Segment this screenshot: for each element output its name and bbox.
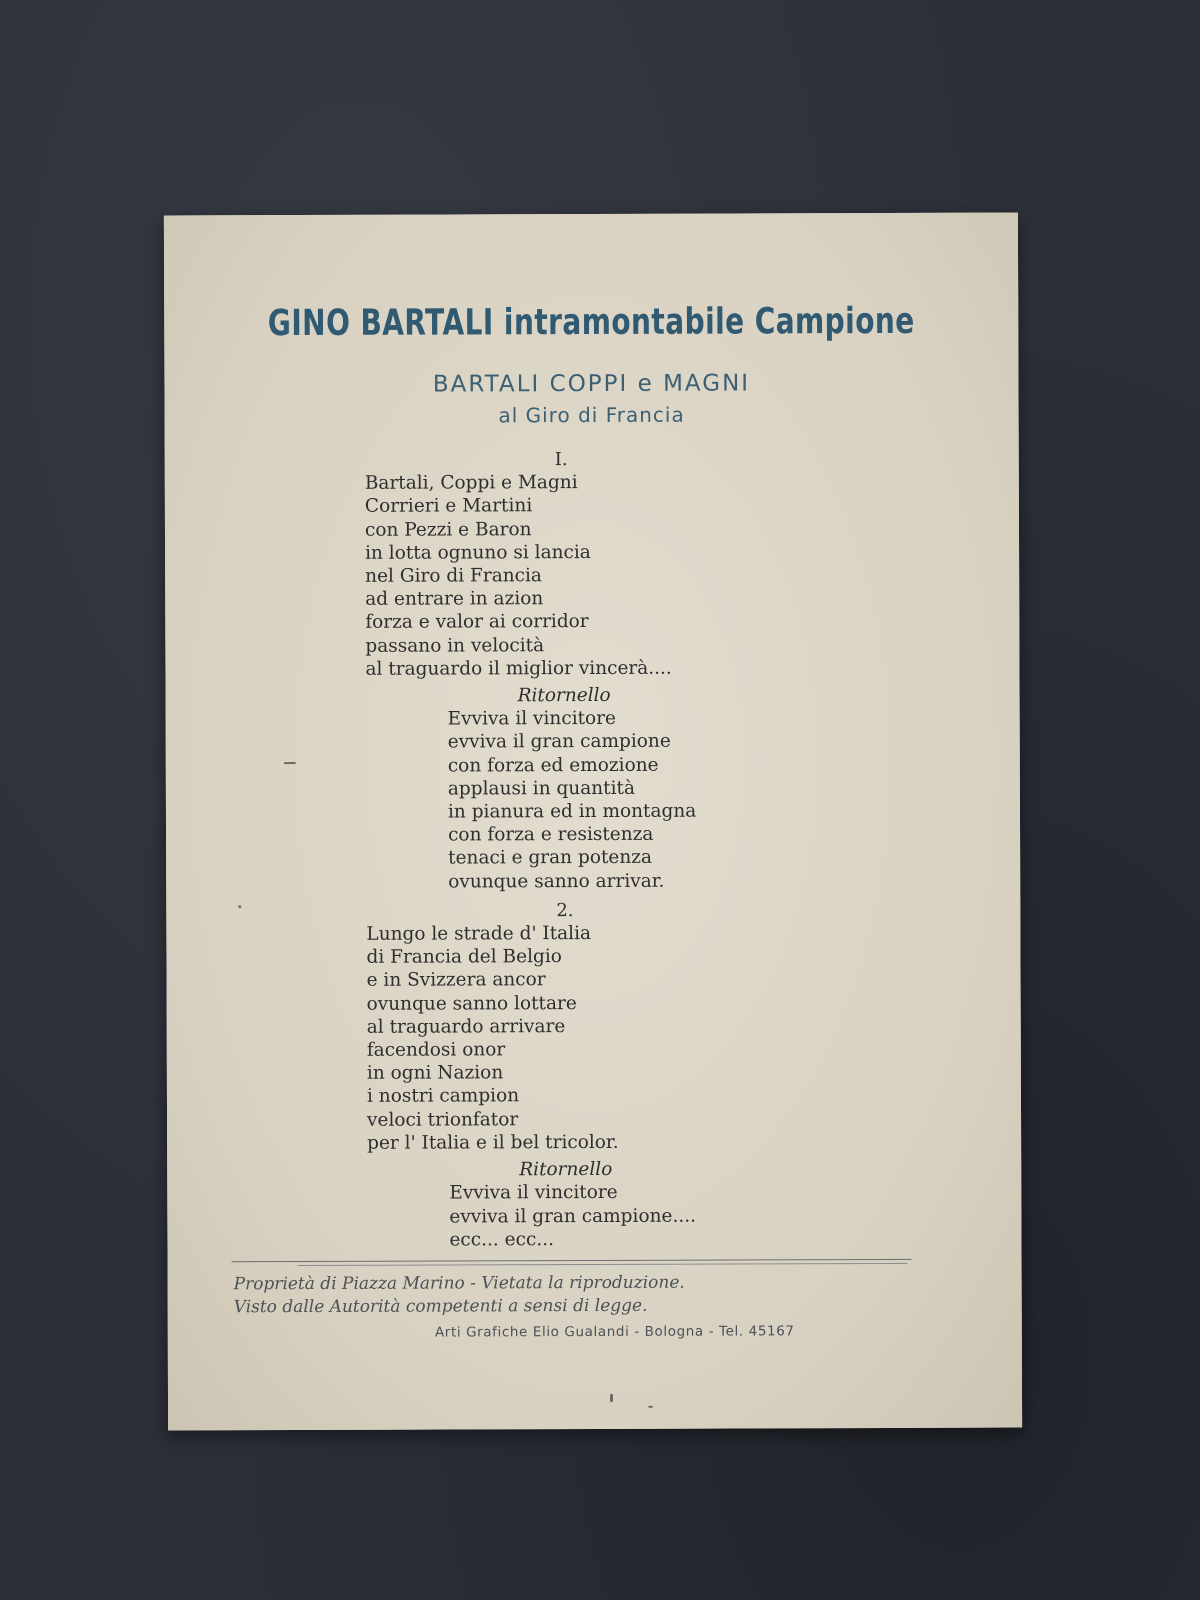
refrain-line: applausi in quantità bbox=[447, 777, 636, 800]
verse-line: i nostri campion bbox=[366, 1085, 520, 1108]
subtitle-names: BARTALI COPPI e MAGNI bbox=[432, 370, 751, 398]
printer-credit: Arti Grafiche Elio Gualandi - Bologna - Tel. 45167 bbox=[434, 1323, 795, 1341]
verse-line: facendosi onor bbox=[366, 1039, 506, 1061]
verse-line: passano in velocità bbox=[365, 634, 545, 657]
verse-line: in ogni Nazion bbox=[366, 1062, 504, 1085]
refrain-label-2: Ritornello bbox=[519, 1159, 613, 1181]
refrain-line: con forza e resistenza bbox=[448, 824, 654, 846]
refrain-line: con forza ed emozione bbox=[447, 754, 659, 777]
verse-line: e in Svizzera ancor bbox=[366, 969, 546, 992]
refrain-line: ecc... ecc... bbox=[449, 1228, 555, 1251]
footer-notice bbox=[234, 1272, 685, 1320]
verse-line: in lotta ognuno si lancia bbox=[365, 541, 591, 564]
paper-speck bbox=[610, 1394, 613, 1402]
verse-line: con Pezzi e Baron bbox=[364, 518, 532, 541]
refrain-1 bbox=[366, 707, 697, 894]
refrain-label-1: Ritornello bbox=[517, 684, 611, 707]
verse-line: veloci trionfator bbox=[367, 1108, 519, 1131]
verse-line: ovunque sanno lottare bbox=[366, 992, 577, 1015]
refrain-line: Evviva il vincitore bbox=[447, 708, 617, 730]
paper-speck bbox=[238, 905, 241, 908]
verse-line: per l' Italia e il bel tricolor. bbox=[367, 1131, 619, 1154]
refrain-line: ovunque sanno arrivar. bbox=[448, 870, 665, 893]
refrain-line: in pianura ed in montagna bbox=[447, 800, 697, 823]
lyrics-body bbox=[365, 448, 698, 1252]
verse-1 bbox=[365, 471, 696, 681]
subtitle-event: al Giro di Francia bbox=[498, 402, 685, 428]
verse-line: nel Giro di Francia bbox=[365, 565, 542, 587]
refrain-line: Evviva il vincitore bbox=[449, 1182, 618, 1204]
verse-line: Lungo le strade d' Italia bbox=[366, 923, 592, 945]
verse-line: al traguardo il miglior vincerà.... bbox=[365, 657, 672, 680]
verse-line: forza e valor ai corridor bbox=[365, 611, 589, 634]
verse-line: di Francia del Belgio bbox=[366, 946, 562, 969]
verse-line: Bartali, Coppi e Magni bbox=[364, 472, 578, 494]
refrain-line: evviva il gran campione bbox=[447, 731, 671, 753]
paper-speck bbox=[648, 1406, 653, 1408]
document-title: GINO BARTALI intramontabile Campione bbox=[267, 300, 915, 345]
paper-speck bbox=[284, 762, 296, 764]
refrain-line: evviva il gran campione.... bbox=[449, 1205, 696, 1228]
footer-divider bbox=[232, 1259, 912, 1262]
refrain-2 bbox=[367, 1181, 698, 1252]
lyric-sheet-card bbox=[164, 213, 1022, 1431]
verse-2 bbox=[366, 922, 697, 1155]
verse-line: Corrieri e Martini bbox=[364, 495, 533, 518]
footer-ownership: Proprietà di Piazza Marino - Vietata la riproduzione. bbox=[233, 1272, 685, 1295]
footer-divider-secondary bbox=[298, 1263, 908, 1266]
footer-authorization: Visto dalle Autorità competenti a sensi di legge. bbox=[233, 1295, 648, 1318]
verse-line: ad entrare in azion bbox=[365, 588, 544, 611]
refrain-line: tenaci e gran potenza bbox=[448, 847, 653, 869]
verse-line: al traguardo arrivare bbox=[366, 1015, 566, 1038]
